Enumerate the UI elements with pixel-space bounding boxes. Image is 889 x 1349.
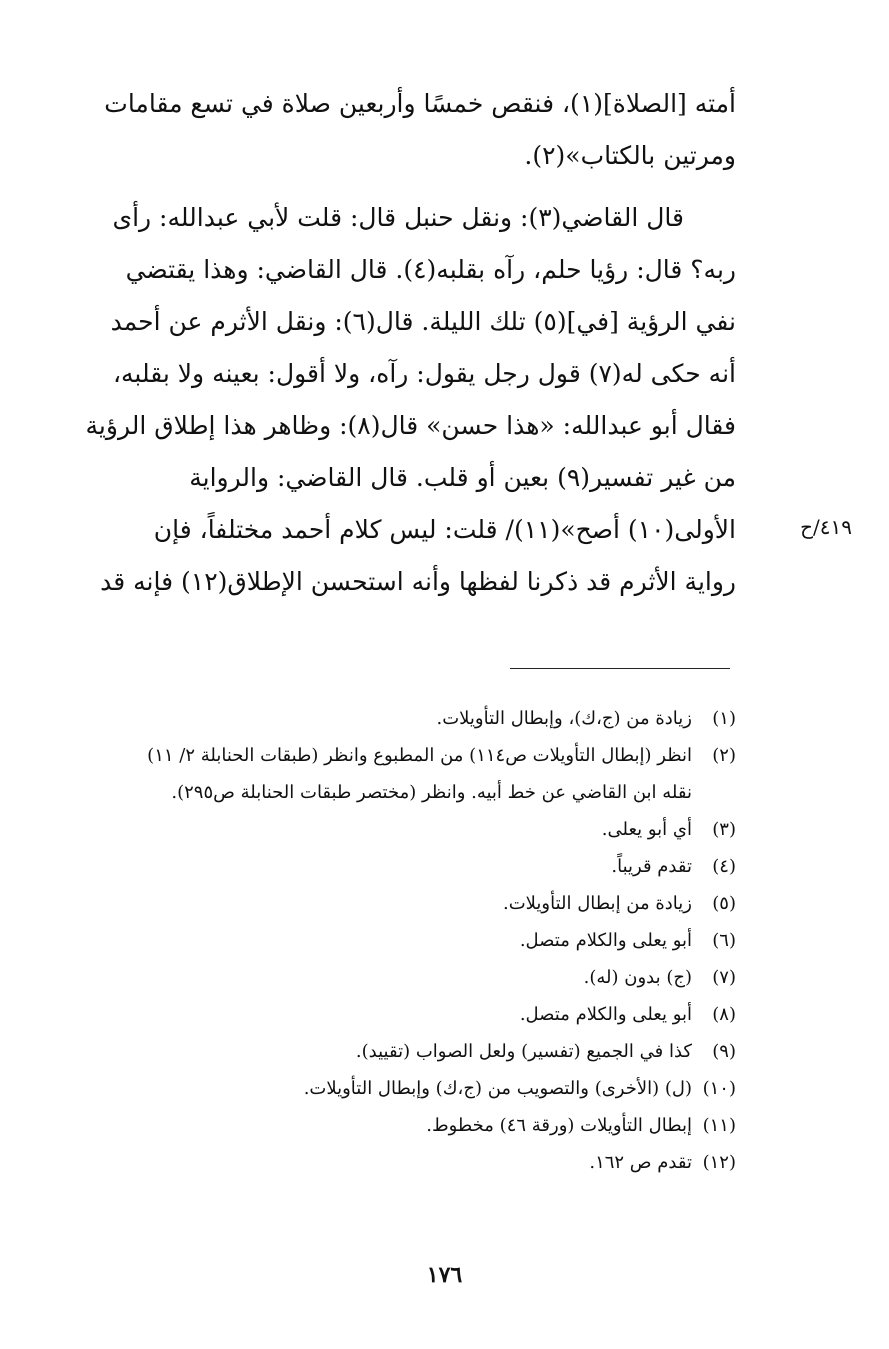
- footnote-number: (١١): [702, 1115, 736, 1136]
- footnote-number: (٨): [712, 1004, 736, 1025]
- footnote-continuation: نقله ابن القاضي عن خط أبيه. وانظر (مختصر طبقات الحنابلة ص٢٩٥).: [171, 782, 692, 803]
- footnote-number: (٣): [712, 819, 736, 840]
- footnote-number: (٩): [712, 1041, 736, 1062]
- footnote-item: [60, 1070, 736, 1107]
- footnote-number: (٧): [712, 967, 736, 988]
- footnote-text: كذا في الجميع (تفسير) ولعل الصواب (تقييد).: [355, 1041, 692, 1062]
- footnotes: [60, 700, 736, 1181]
- footnote-number: (٥): [712, 893, 736, 914]
- footnote-item: [60, 1033, 736, 1070]
- footnote-text: إبطال التأويلات (ورقة ٤٦) مخطوط.: [426, 1115, 692, 1136]
- footnote-text: أي أبو يعلى.: [601, 819, 692, 840]
- footnote-item: [60, 1144, 736, 1181]
- text-line: قال القاضي(٣): ونقل حنبل قال: قلت لأبي عبدالله: رأى: [112, 203, 684, 232]
- footnote-number: (٦): [712, 930, 736, 951]
- text-line: أمته [الصلاة](١)، فنقص خمسًا وأربعين صلاة في تسع مقامات: [104, 89, 736, 118]
- footnote-item: [60, 737, 736, 774]
- footnote-text: انظر (إبطال التأويلات ص١١٤) من المطبوع وانظر (طبقات الحنابلة ٢/ ١١): [147, 745, 692, 766]
- text-line: فقال أبو عبدالله: «هذا حسن» قال(٨): وظاهر هذا إطلاق الرؤية: [85, 411, 736, 440]
- text-line: رواية الأثرم قد ذكرنا لفظها وأنه استحسن الإطلاق(١٢) فإنه قد: [100, 567, 736, 596]
- footnote-item: [60, 996, 736, 1033]
- footnote-text: أبو يعلى والكلام متصل.: [519, 1004, 692, 1025]
- footnote-number: (٤): [712, 856, 736, 877]
- footnote-item: [60, 848, 736, 885]
- text-line: الأولى(١٠) أصح»(١١)/ قلت: ليس كلام أحمد مختلفاً، فإن: [153, 515, 736, 544]
- margin-note: ٤١٩/ح: [800, 515, 852, 539]
- text-line: ربه؟ قال: رؤيا حلم، رآه بقلبه(٤). قال القاضي: وهذا يقتضي: [125, 255, 736, 284]
- footnote-item: [60, 959, 736, 996]
- footnote-item: [60, 700, 736, 737]
- paragraph-break: [58, 182, 736, 192]
- text-line: من غير تفسير(٩) بعين أو قلب. قال القاضي: والرواية: [189, 463, 736, 492]
- footnote-number: (٢): [712, 745, 736, 766]
- footnote-text: (ل) (الأخرى) والتصويب من (ج،ك) وإبطال التأويلات.: [303, 1078, 692, 1099]
- footnote-text: تقدم قريباً.: [611, 856, 692, 877]
- footnote-number: (١): [712, 708, 736, 729]
- text-line: نفي الرؤية [في](٥) تلك الليلة. قال(٦): ونقل الأثرم عن أحمد: [110, 307, 736, 336]
- main-text: [58, 78, 736, 608]
- text-line: ومرتين بالكتاب»(٢).: [524, 141, 736, 170]
- footnote-number: (١٢): [702, 1152, 736, 1173]
- footnote-text: (ج) بدون (له).: [583, 967, 692, 988]
- footnote-item: [60, 885, 736, 922]
- footnote-text: أبو يعلى والكلام متصل.: [519, 930, 692, 951]
- footnote-text: تقدم ص ١٦٢.: [589, 1152, 692, 1173]
- footnote-item: [60, 1107, 736, 1144]
- footnote-text: زيادة من (ج،ك)، وإبطال التأويلات.: [436, 708, 692, 729]
- text-line: أنه حكى له(٧) قول رجل يقول: رآه، ولا أقول: بعينه ولا بقلبه،: [112, 359, 736, 388]
- page-number: ١٧٦: [426, 1262, 463, 1288]
- footnote-item: [60, 922, 736, 959]
- footnote-item: [60, 811, 736, 848]
- footnote-text: زيادة من إبطال التأويلات.: [503, 893, 692, 914]
- footnote-number: (١٠): [702, 1078, 736, 1099]
- footnote-separator: [510, 668, 730, 669]
